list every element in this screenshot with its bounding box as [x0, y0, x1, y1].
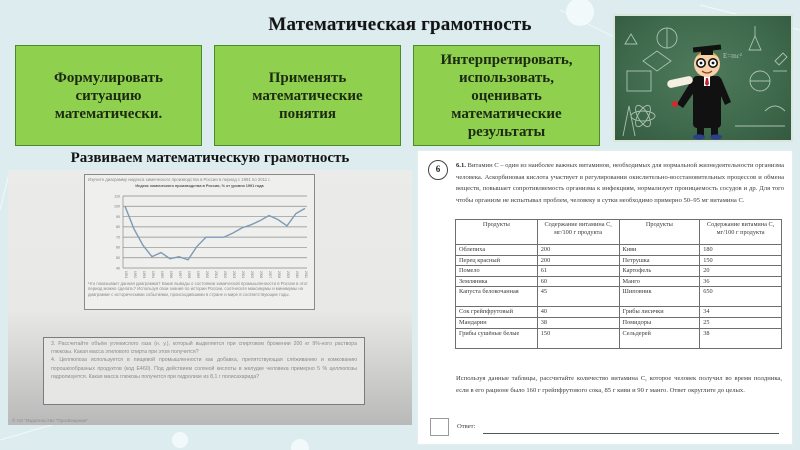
- task-id: 6.1.: [456, 162, 466, 169]
- svg-text:2008: 2008: [277, 271, 281, 279]
- table-cell: 200: [537, 255, 619, 266]
- table-cell: 150: [537, 328, 619, 348]
- svg-text:2005: 2005: [250, 271, 254, 279]
- svg-text:2003: 2003: [232, 271, 236, 279]
- skill-box-interpret: [413, 45, 600, 146]
- table-cell: Киви: [619, 245, 700, 256]
- chart-exercise: [84, 174, 315, 310]
- table-header: Продукты: [456, 220, 538, 245]
- skill-line: Интерпретировать,: [440, 51, 573, 68]
- chart-intro-text: Изучите диаграмму индекса химического производства в России в период с 1991 по 2011 г.: [88, 177, 271, 182]
- table-row: [456, 328, 782, 348]
- table-cell: Помело: [456, 266, 538, 277]
- svg-text:2006: 2006: [259, 271, 263, 279]
- table-cell: 34: [700, 307, 782, 318]
- svg-text:1992: 1992: [133, 271, 137, 279]
- skill-line: ситуацию: [75, 87, 142, 104]
- svg-text:1994: 1994: [151, 271, 155, 279]
- table-cell: Грибы лисички: [619, 307, 700, 318]
- table-cell: 20: [700, 266, 782, 277]
- table-cell: Петрушка: [619, 255, 700, 266]
- table-cell: Картофель: [619, 266, 700, 277]
- svg-text:2009: 2009: [286, 271, 290, 279]
- svg-text:110: 110: [114, 194, 120, 199]
- table-row: [456, 317, 782, 328]
- svg-text:1998: 1998: [187, 271, 191, 279]
- svg-text:50: 50: [116, 256, 120, 261]
- skill-line: математические: [451, 105, 562, 122]
- table-row: [456, 266, 782, 277]
- table-row: [456, 255, 782, 266]
- skill-box-apply: [214, 45, 401, 146]
- table-header: Продукты: [619, 220, 700, 245]
- chart-title: Индекс химического производства в России, % от уровня 1991 года: [135, 184, 264, 189]
- table-cell: Манго: [619, 276, 700, 287]
- answer-label: Ответ:: [457, 423, 476, 430]
- task-4-text: 4. Целлюлоза используется в пищевой промышленности как добавка, препятствующая слёживанию и комкованию порошкообразных продуктов (код Е460). Под действием соляной кислоты в желудке человека примерно 5 % целлюлозы гидролизуется. Какая масса глюкозы получится при гидролизе из 8,1 г полисахарида?: [51, 357, 357, 380]
- skill-line: Формулировать: [54, 69, 163, 86]
- question-text: Используя данные таблицы, рассчитайте количество витамина С, которое человек получил во время полдника, если в его рационе было 160 г грейпфрутового сока, 85 г киви и 90 г манго. Ответ округлите до целых.: [456, 375, 782, 394]
- table-cell: 650: [700, 287, 782, 307]
- table-cell: 40: [537, 307, 619, 318]
- svg-text:2004: 2004: [241, 271, 245, 279]
- skill-line: результаты: [467, 123, 546, 140]
- table-cell: Грибы сушёные белые: [456, 328, 538, 348]
- table-header-row: [456, 220, 782, 245]
- svg-text:90: 90: [116, 214, 120, 219]
- svg-text:40: 40: [116, 266, 120, 271]
- skill-box-formulate: [15, 45, 202, 146]
- table-header: Содержание витамина С, мг/100 г продукта: [700, 220, 782, 245]
- svg-text:100: 100: [114, 204, 120, 209]
- table-cell: Облепиха: [456, 245, 538, 256]
- copyright-text: © АО "Издательство "Просвещение": [12, 418, 88, 423]
- svg-text:2001: 2001: [214, 271, 218, 279]
- svg-text:1995: 1995: [160, 271, 164, 279]
- table-row: [456, 276, 782, 287]
- task-3-text: 3. Рассчитайте объём углекислого газа (н. у.), который выделяется при спиртовом брожении 200 кг 9%-ного раствора глюкозы. Какая масса этилового спирта при этом получится?: [51, 341, 357, 356]
- svg-text:1999: 1999: [196, 271, 200, 279]
- line-chart: [85, 192, 316, 282]
- table-cell: 45: [537, 287, 619, 307]
- svg-text:E=mc²: E=mc²: [723, 52, 742, 60]
- table-cell: Шиповник: [619, 287, 700, 307]
- table-cell: Перец красный: [456, 255, 538, 266]
- skill-line: понятия: [278, 105, 336, 122]
- table-header: Содержание витамина С, мг/100 г продукта: [537, 220, 619, 245]
- svg-text:70: 70: [116, 235, 120, 240]
- chart-question-text: Что показывает данная диаграмма? Какие выводы о состоянии химической промышленности в России в этот период можно сделать? Используя свои знания по истории России, соотнесите максимумы и минимумы на диаграмме с историческими событиями, происходившими в стране и мире в соответствующие годы.: [88, 281, 308, 297]
- table-cell: 61: [537, 266, 619, 277]
- svg-text:2000: 2000: [205, 271, 209, 279]
- svg-text:1996: 1996: [169, 271, 173, 279]
- svg-text:2011: 2011: [304, 271, 308, 278]
- table-cell: Помидоры: [619, 317, 700, 328]
- table-cell: Капуста белокочанная: [456, 287, 538, 307]
- skill-line: использовать, оценивать: [459, 69, 554, 104]
- vitamin-table: [455, 219, 782, 349]
- table-cell: 38: [537, 317, 619, 328]
- task-intro: [456, 160, 784, 206]
- table-cell: 60: [537, 276, 619, 287]
- svg-text:1993: 1993: [142, 271, 146, 279]
- task-intro-text: Витамин С – один из наиболее важных витаминов, необходимых для нормальной жизнедеятельности организма человека. Аскорбиновая кислота участвует в регулировании окислительно-восстановительных процессов и обмена веществ, повышает сопротивляемость организма к инфекциям, нормализует проницаемость сосудов и др. Для того чтобы организм не испытывал проблем, человеку в сутки необходимо примерно 50–95 мг витамина С.: [456, 162, 784, 204]
- svg-text:2002: 2002: [223, 271, 227, 279]
- svg-text:80: 80: [116, 225, 120, 230]
- table-cell: 38: [700, 328, 782, 348]
- chart-series-line: [125, 206, 305, 259]
- svg-text:2010: 2010: [295, 271, 299, 279]
- svg-text:60: 60: [116, 245, 120, 250]
- table-cell: Земляника: [456, 276, 538, 287]
- svg-text:1991: 1991: [124, 271, 128, 279]
- svg-text:1997: 1997: [178, 271, 182, 279]
- skill-line: Применять: [268, 69, 347, 86]
- left-panel-subtitle: Развиваем математическую грамотность: [70, 150, 350, 166]
- answer-checkbox[interactable]: [430, 418, 449, 436]
- answer-input-line[interactable]: [483, 433, 779, 434]
- skill-line: математические: [252, 87, 363, 104]
- table-cell: Мандарин: [456, 317, 538, 328]
- table-row: [456, 245, 782, 256]
- task-number-badge: 6: [428, 160, 448, 180]
- table-cell: 36: [700, 276, 782, 287]
- table-cell: Сок грейпфрутовый: [456, 307, 538, 318]
- table-cell: Сельдерей: [619, 328, 700, 348]
- table-row: [456, 307, 782, 318]
- slide-title: Математическая грамотность: [268, 14, 532, 35]
- svg-text:2007: 2007: [268, 271, 272, 279]
- skill-line: математически.: [54, 105, 163, 122]
- table-cell: 25: [700, 317, 782, 328]
- tasks-box: [43, 337, 365, 405]
- scholar-chalkboard-icon: [613, 14, 793, 142]
- table-cell: 180: [700, 245, 782, 256]
- table-row: [456, 287, 782, 307]
- table-cell: 200: [537, 245, 619, 256]
- table-cell: 150: [700, 255, 782, 266]
